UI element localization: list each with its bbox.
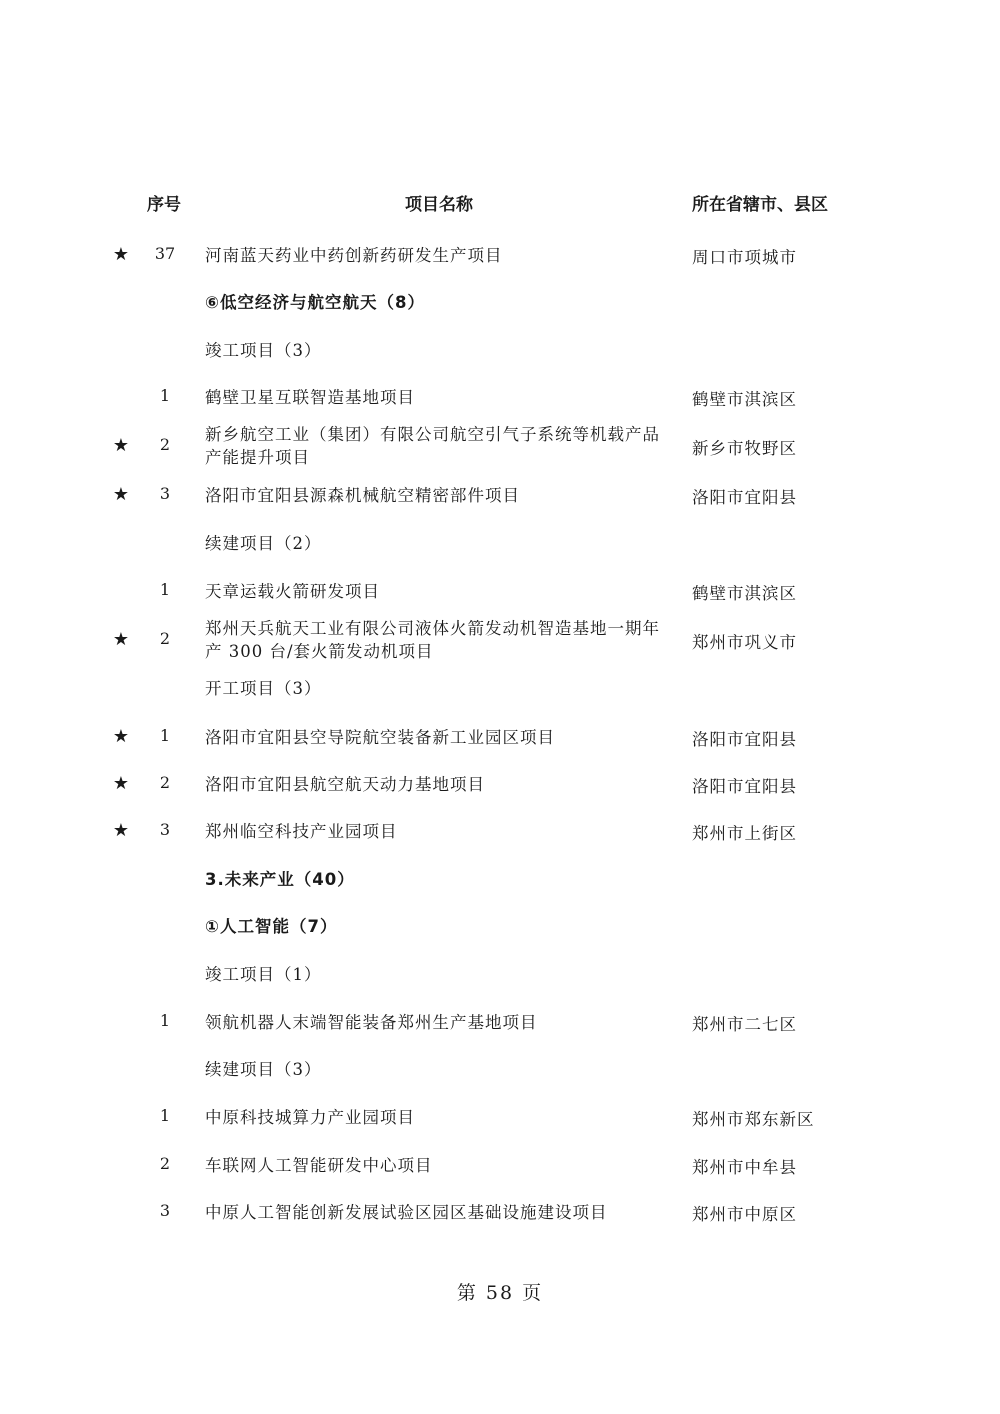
row-seq: 3 — [159, 820, 171, 839]
row-location: 郑州市二七区 — [692, 1015, 797, 1034]
row-seq: 1 — [159, 726, 171, 745]
star-mark: ★ — [112, 244, 130, 265]
row-location: 郑州市中原区 — [692, 1205, 797, 1224]
row-seq: 2 — [159, 1154, 171, 1173]
row-seq: 37 — [154, 244, 176, 263]
row-seq: 1 — [159, 386, 171, 405]
row-project-name: 洛阳市宜阳县源森机械航空精密部件项目 — [205, 486, 520, 505]
row-project-name: 天章运载火箭研发项目 — [205, 582, 380, 601]
row-location: 郑州市巩义市 — [692, 633, 797, 652]
row-seq: 2 — [159, 773, 171, 792]
row-location: 鹤壁市淇滨区 — [692, 584, 797, 603]
row-project-name: 郑州天兵航天工业有限公司液体火箭发动机智造基地一期年产 300 台/套火箭发动机项目 — [205, 619, 660, 661]
row-seq: 1 — [159, 580, 171, 599]
row-project-name: 中原人工智能创新发展试验区园区基础设施建设项目 — [205, 1203, 608, 1222]
subcategory-title: 续建项目（2） — [205, 534, 322, 553]
subcategory-title: 开工项目（3） — [205, 679, 322, 698]
row-seq: 2 — [159, 435, 171, 454]
row-project-name: 车联网人工智能研发中心项目 — [205, 1156, 433, 1175]
row-seq: 3 — [159, 1201, 171, 1220]
star-mark: ★ — [112, 629, 130, 650]
row-project-name: 洛阳市宜阳县航空航天动力基地项目 — [205, 775, 485, 794]
row-seq: 1 — [159, 1106, 171, 1125]
row-location: 鹤壁市淇滨区 — [692, 390, 797, 409]
row-project-name: 领航机器人末端智能装备郑州生产基地项目 — [205, 1013, 538, 1032]
header-project-name: 项目名称 — [405, 195, 473, 215]
row-location: 洛阳市宜阳县 — [692, 488, 797, 507]
row-location: 郑州市中牟县 — [692, 1158, 797, 1177]
page-number: 第 58 页 — [456, 1282, 544, 1304]
row-project-name: 新乡航空工业（集团）有限公司航空引气子系统等机载产品产能提升项目 — [205, 425, 660, 467]
row-location: 周口市项城市 — [692, 248, 797, 267]
row-location: 洛阳市宜阳县 — [692, 730, 797, 749]
star-mark: ★ — [112, 484, 130, 505]
subcategory-title: 续建项目（3） — [205, 1060, 322, 1079]
star-mark: ★ — [112, 435, 130, 456]
row-location: 新乡市牧野区 — [692, 439, 797, 458]
star-mark: ★ — [112, 726, 130, 747]
row-project-name: 洛阳市宜阳县空导院航空装备新工业园区项目 — [205, 728, 555, 747]
row-project-name: 鹤壁卫星互联智造基地项目 — [205, 388, 415, 407]
row-seq: 3 — [159, 484, 171, 503]
row-seq: 2 — [159, 629, 171, 648]
category-title: 3.未来产业（40） — [205, 870, 355, 889]
row-location: 郑州市上街区 — [692, 824, 797, 843]
row-project-name: 郑州临空科技产业园项目 — [205, 822, 398, 841]
row-project-name: 河南蓝天药业中药创新药研发生产项目 — [205, 246, 503, 265]
row-location: 洛阳市宜阳县 — [692, 777, 797, 796]
header-seq: 序号 — [147, 195, 181, 215]
row-seq: 1 — [159, 1011, 171, 1030]
header-location: 所在省辖市、县区 — [692, 195, 828, 215]
star-mark: ★ — [112, 773, 130, 794]
category-title: ①人工智能（7） — [205, 917, 338, 936]
row-location: 郑州市郑东新区 — [692, 1110, 815, 1129]
subcategory-title: 竣工项目（3） — [205, 341, 322, 360]
row-project-name: 中原科技城算力产业园项目 — [205, 1108, 415, 1127]
star-mark: ★ — [112, 820, 130, 841]
category-title: ⑥低空经济与航空航天（8） — [205, 293, 425, 312]
subcategory-title: 竣工项目（1） — [205, 965, 322, 984]
